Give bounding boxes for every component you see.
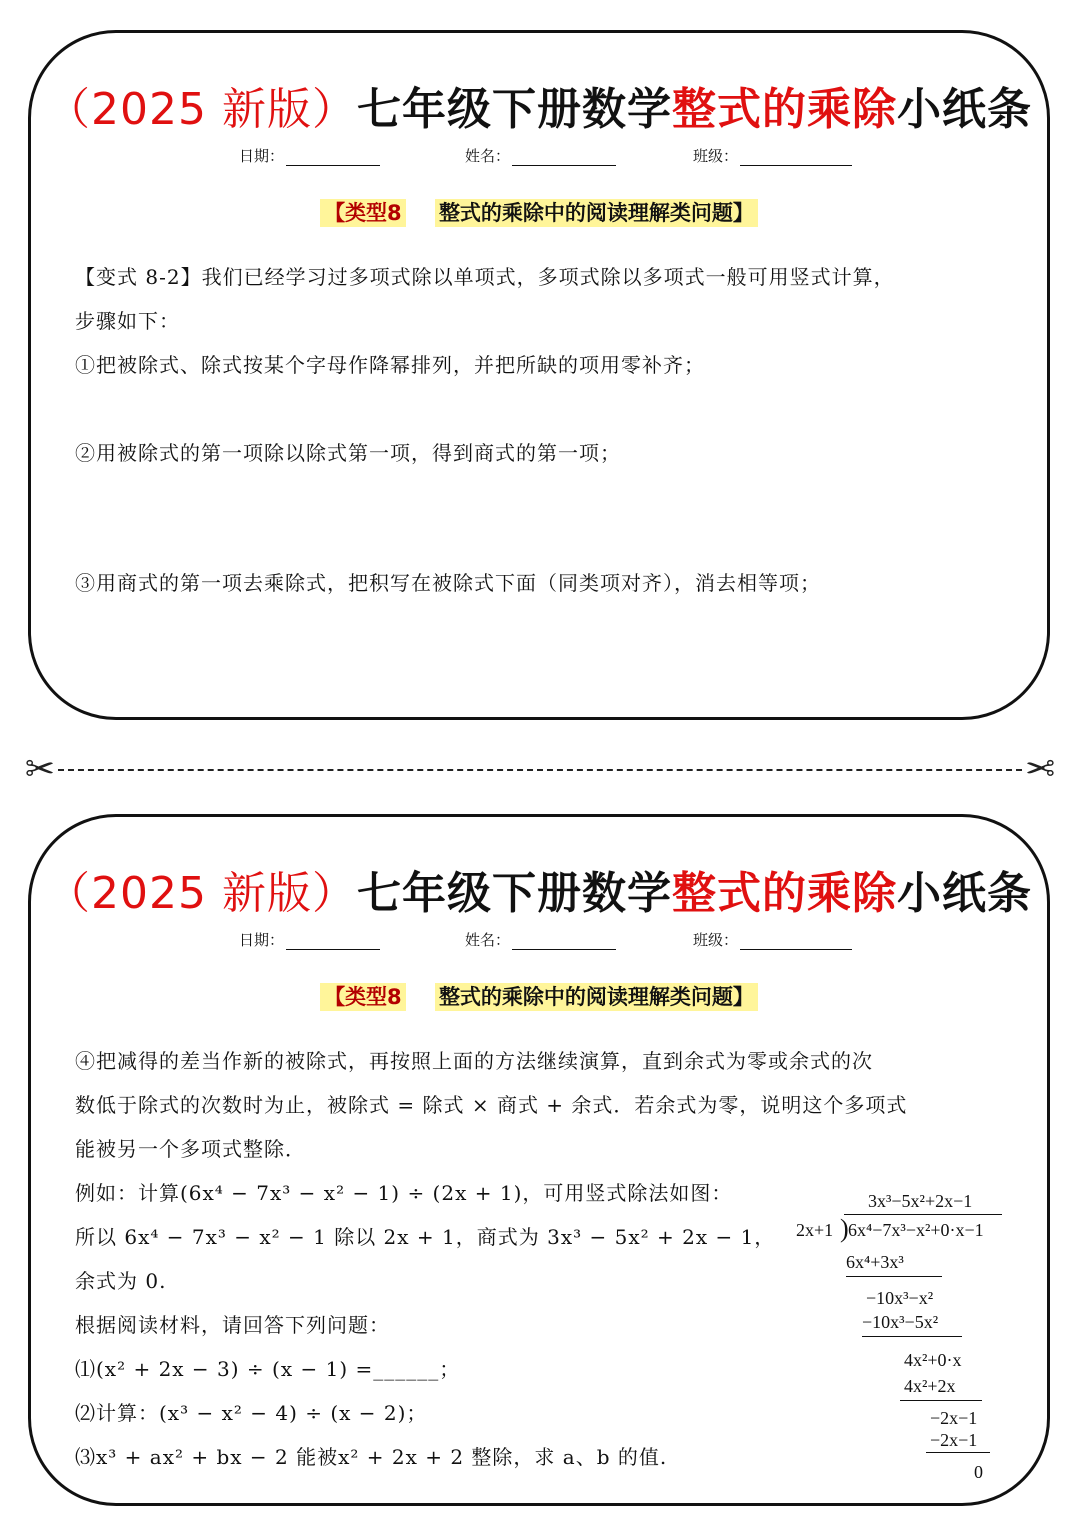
step-4-paragraph: ④把减得的差当作新的被除式，再按照上面的方法继续演算，直到余式为零或余式的次 数低于除式的次数时为止，被除式 = 除式 × 商式 + 余式．若余式为零，说明这个多项式 能被另一个多项式整除． xyxy=(75,1049,908,1161)
step-3-remainder: −2x−1 xyxy=(930,1408,978,1428)
divisor: 2x+1 xyxy=(796,1220,834,1240)
rule-2 xyxy=(862,1336,962,1337)
date-blank[interactable] xyxy=(286,151,380,166)
step-3: ③用商式的第一项去乘除式，把积写在被除式下面（同类项对齐），消去相等项； xyxy=(75,571,821,595)
division-bar xyxy=(844,1214,1002,1215)
step-2: ②用被除式的第一项除以除式第一项，得到商式的第一项； xyxy=(75,441,621,465)
date-blank[interactable] xyxy=(286,935,380,950)
name-field[interactable]: 姓名： xyxy=(465,929,616,950)
step-4-subtract: −2x−1 xyxy=(930,1430,978,1450)
date-field[interactable]: 日期： xyxy=(239,145,380,166)
quotient: 3x³−5x²+2x−1 xyxy=(868,1191,973,1211)
class-blank[interactable] xyxy=(740,151,852,166)
example-paragraph: 例如：计算(6x⁴ − 7x³ − x² − 1) ÷ (2x + 1)，可用竖式除法如图： 所以 6x⁴ − 7x³ − x² − 1 除以 2x + 1，商式为 3x³ − 5x² + 2x − 1， 余式为 0. 根据阅读材料，请回答下列问题： ⑴(x² + 2x − 3) ÷ (x − 1) =______； ⑵计算：(x³ − x² − 4) ÷ (x − 2)； ⑶x³ + ax² + bx − 2 能被x² + 2x + 2 整除，求 a、b 的值. xyxy=(75,1171,795,1479)
page-title: （2025 新版）七年级下册数学整式的乘除小纸条 xyxy=(46,84,1032,135)
type-heading: 【类型8 整式的乘除中的阅读理解类问题】 xyxy=(31,197,1047,227)
dividend: 6x⁴−7x³−x²+0·x−1 xyxy=(848,1220,984,1240)
scissors-icon-left: ✂ xyxy=(24,749,56,790)
name-blank[interactable] xyxy=(512,151,616,166)
class-blank[interactable] xyxy=(740,935,852,950)
step-3-subtract: 4x²+2x xyxy=(904,1376,956,1396)
long-division-figure xyxy=(790,1188,1010,1488)
division-bracket: ) xyxy=(840,1214,849,1243)
class-field[interactable]: 班级： xyxy=(693,929,852,950)
step-2-remainder: 4x²+0·x xyxy=(904,1350,962,1370)
rule-4 xyxy=(926,1452,990,1453)
question-3: ⑶x³ + ax² + bx − 2 能被x² + 2x + 2 整除，求 a、b 的值. xyxy=(75,1445,668,1469)
question-1: ⑴(x² + 2x − 3) ÷ (x − 1) =______； xyxy=(75,1357,461,1381)
step-1-subtract: 6x⁴+3x³ xyxy=(846,1252,904,1272)
note-card-1 xyxy=(28,30,1050,720)
name-blank[interactable] xyxy=(512,935,616,950)
scissors-icon-right: ✂ xyxy=(1024,749,1056,790)
name-field[interactable]: 姓名： xyxy=(465,145,616,166)
rule-3 xyxy=(900,1400,982,1401)
date-field[interactable]: 日期： xyxy=(239,929,380,950)
cut-line xyxy=(58,769,1022,771)
type-heading: 【类型8 整式的乘除中的阅读理解类问题】 xyxy=(31,981,1047,1011)
rule-1 xyxy=(846,1276,942,1277)
final-remainder: 0 xyxy=(974,1462,983,1482)
step-1: ①把被除式、除式按某个字母作降幂排列，并把所缺的项用零补齐； xyxy=(75,353,705,377)
page-title: （2025 新版）七年级下册数学整式的乘除小纸条 xyxy=(46,868,1032,919)
step-1-remainder: −10x³−x² xyxy=(866,1288,934,1308)
question-2: ⑵计算：(x³ − x² − 4) ÷ (x − 2)； xyxy=(75,1401,428,1425)
step-2-subtract: −10x³−5x² xyxy=(862,1312,939,1332)
class-field[interactable]: 班级： xyxy=(693,145,852,166)
intro-paragraph: 【变式 8-2】我们已经学习过多项式除以单项式，多项式除以多项式一般可用竖式计算， 步骤如下： ①把被除式、除式按某个字母作降幂排列，并把所缺的项用零补齐； xyxy=(75,255,1015,387)
